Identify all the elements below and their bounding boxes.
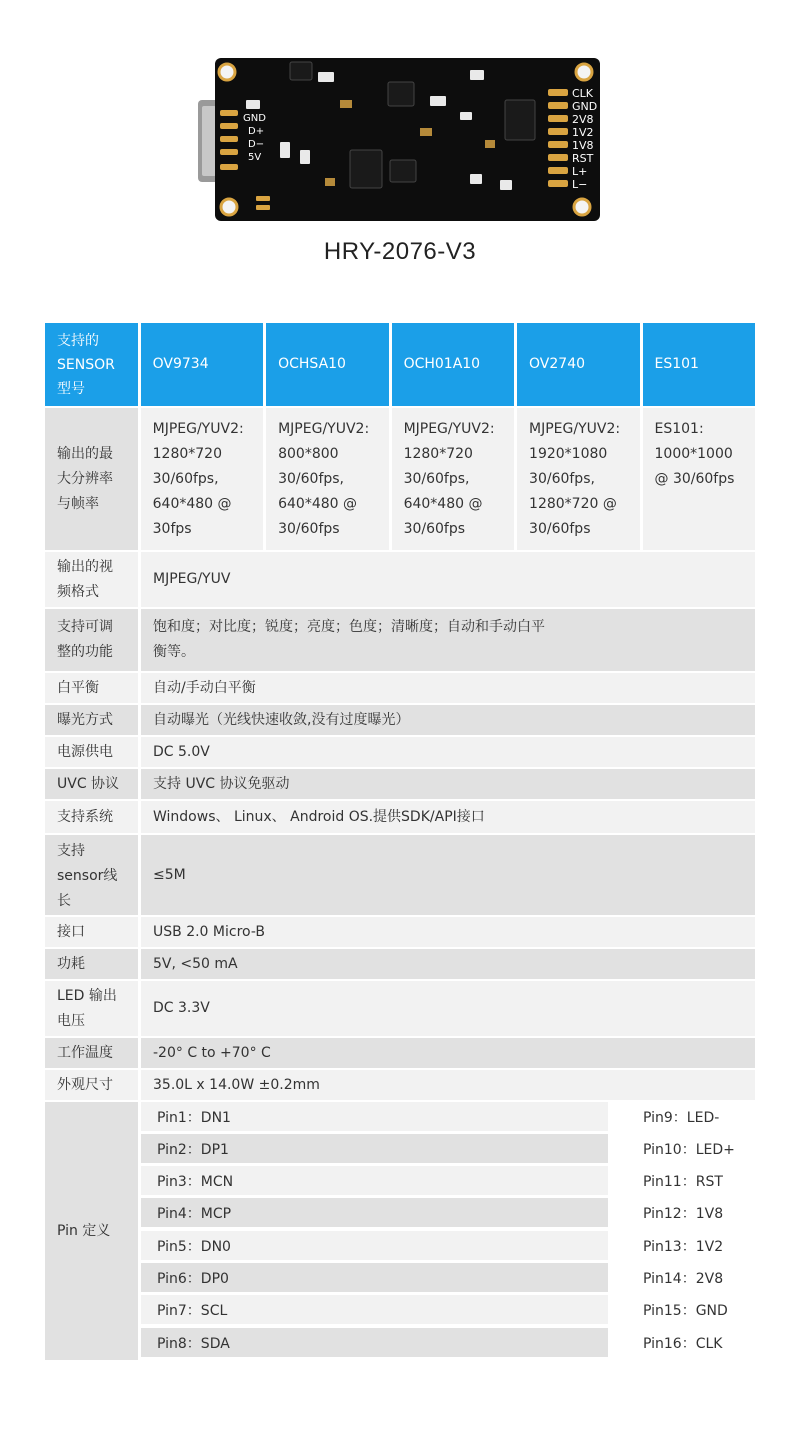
resolution-cell: MJPEG/YUV2: 1280*720 30/60fps, 640*480 @ 30/60fps <box>392 408 514 550</box>
pcb-illustration <box>0 0 800 230</box>
header-label: 支持的SENSOR型号 <box>45 323 138 406</box>
resolution-cell: MJPEG/YUV2: 800*800 30/60fps, 640*480 @ 30/60fps <box>266 408 388 550</box>
row-label: 支持sensor线长 <box>45 835 138 915</box>
spec-row <box>45 1070 755 1100</box>
svg-text:RST: RST <box>572 152 594 165</box>
resolution-cell: MJPEG/YUV2: 1280*720 30/60fps, 640*480 @ 30fps <box>141 408 263 550</box>
row-label: 支持可调整的功能 <box>45 609 138 671</box>
resolution-row <box>45 408 755 550</box>
spec-row <box>45 705 755 735</box>
spec-row <box>45 835 755 915</box>
pin-left-cell: Pin8：SDA <box>141 1328 608 1357</box>
pin-left-cell: Pin7：SCL <box>141 1295 608 1324</box>
spec-row <box>45 981 755 1036</box>
row-value: USB 2.0 Micro-B <box>141 917 755 947</box>
row-label: 输出的最大分辨率与帧率 <box>45 408 138 550</box>
row-value: -20° C to +70° C <box>141 1038 755 1068</box>
pin-left-cell: Pin1：DN1 <box>141 1102 608 1131</box>
sensor-name: ES101 <box>643 323 756 406</box>
svg-text:1V2: 1V2 <box>572 126 594 139</box>
svg-text:CLK: CLK <box>572 87 594 100</box>
product-model-title: HRY-2076-V3 <box>323 238 477 265</box>
pin-left-cell: Pin4：MCP <box>141 1198 608 1227</box>
pin-right-cell: Pin14：2V8 <box>643 1270 724 1287</box>
spec-row <box>45 769 755 799</box>
pin-right-cell: Pin12：1V8 <box>643 1205 724 1222</box>
row-value: 支持 UVC 协议免驱动 <box>141 769 755 799</box>
row-value: 饱和度；对比度；锐度；亮度；色度；清晰度；自动和手动白平衡等。 <box>141 609 755 671</box>
spec-row <box>45 801 755 833</box>
row-label: 电源供电 <box>45 737 138 767</box>
sensor-header-row <box>45 323 755 406</box>
row-label: LED 输出电压 <box>45 981 138 1036</box>
svg-text:L+: L+ <box>572 165 588 178</box>
sensor-name: OV9734 <box>141 323 263 406</box>
row-label: 白平衡 <box>45 673 138 703</box>
row-label: 工作温度 <box>45 1038 138 1068</box>
spec-row <box>45 609 755 671</box>
svg-text:GND: GND <box>243 113 266 124</box>
sensor-name: OCH01A10 <box>392 323 514 406</box>
row-label: 曝光方式 <box>45 705 138 735</box>
pin-left-cell: Pin6：DP0 <box>141 1263 608 1292</box>
row-value: 35.0L x 14.0W ±0.2mm <box>141 1070 755 1100</box>
spec-row <box>45 673 755 703</box>
row-label: 输出的视频格式 <box>45 552 138 607</box>
spec-row <box>45 552 755 607</box>
pin-right-cell: Pin15：GND <box>643 1302 728 1319</box>
row-value: MJPEG/YUV <box>141 552 755 607</box>
svg-text:L−: L− <box>572 178 588 191</box>
row-value: DC 5.0V <box>141 737 755 767</box>
svg-text:2V8: 2V8 <box>572 113 594 126</box>
svg-text:D+: D+ <box>248 126 265 137</box>
row-value: ≤5M <box>141 835 755 915</box>
pin-right-cell: Pin13：1V2 <box>643 1238 724 1255</box>
row-label: 接口 <box>45 917 138 947</box>
row-label: UVC 协议 <box>45 769 138 799</box>
spec-row <box>45 949 755 979</box>
pin-definition-label: Pin 定义 <box>45 1102 138 1360</box>
spec-row <box>45 1038 755 1068</box>
pin-right-cell: Pin9：LED- <box>643 1109 720 1126</box>
row-value: 自动曝光（光线快速收敛,没有过度曝光） <box>141 705 755 735</box>
pin-left-cell: Pin2：DP1 <box>141 1134 608 1163</box>
pin-right-cell: Pin10：LED+ <box>643 1141 735 1158</box>
row-label: 功耗 <box>45 949 138 979</box>
row-value: DC 3.3V <box>141 981 755 1036</box>
sensor-name: OV2740 <box>517 323 639 406</box>
product-board-image <box>0 0 800 230</box>
pin-right-cell: Pin11：RST <box>643 1173 723 1190</box>
row-value: 自动/手动白平衡 <box>141 673 755 703</box>
pin-left-cell: Pin3：MCN <box>141 1166 608 1195</box>
resolution-cell: MJPEG/YUV2: 1920*1080 30/60fps, 1280*720 @ 30/60fps <box>517 408 639 550</box>
row-label: 支持系统 <box>45 801 138 833</box>
svg-text:5V: 5V <box>248 152 262 163</box>
svg-text:D−: D− <box>248 139 265 150</box>
pin-left-cell: Pin5：DN0 <box>141 1231 608 1260</box>
spec-row <box>45 737 755 767</box>
svg-text:1V8: 1V8 <box>572 139 594 152</box>
sensor-name: OCHSA10 <box>266 323 388 406</box>
row-value: 5V, <50 mA <box>141 949 755 979</box>
spec-row <box>45 917 755 947</box>
svg-text:GND: GND <box>572 100 598 113</box>
resolution-cell: ES101: 1000*1000 @ 30/60fps <box>643 408 756 550</box>
row-label: 外观尺寸 <box>45 1070 138 1100</box>
row-value: Windows、 Linux、 Android OS.提供SDK/API接口 <box>141 801 755 833</box>
pin-right-cell: Pin16：CLK <box>643 1335 723 1352</box>
